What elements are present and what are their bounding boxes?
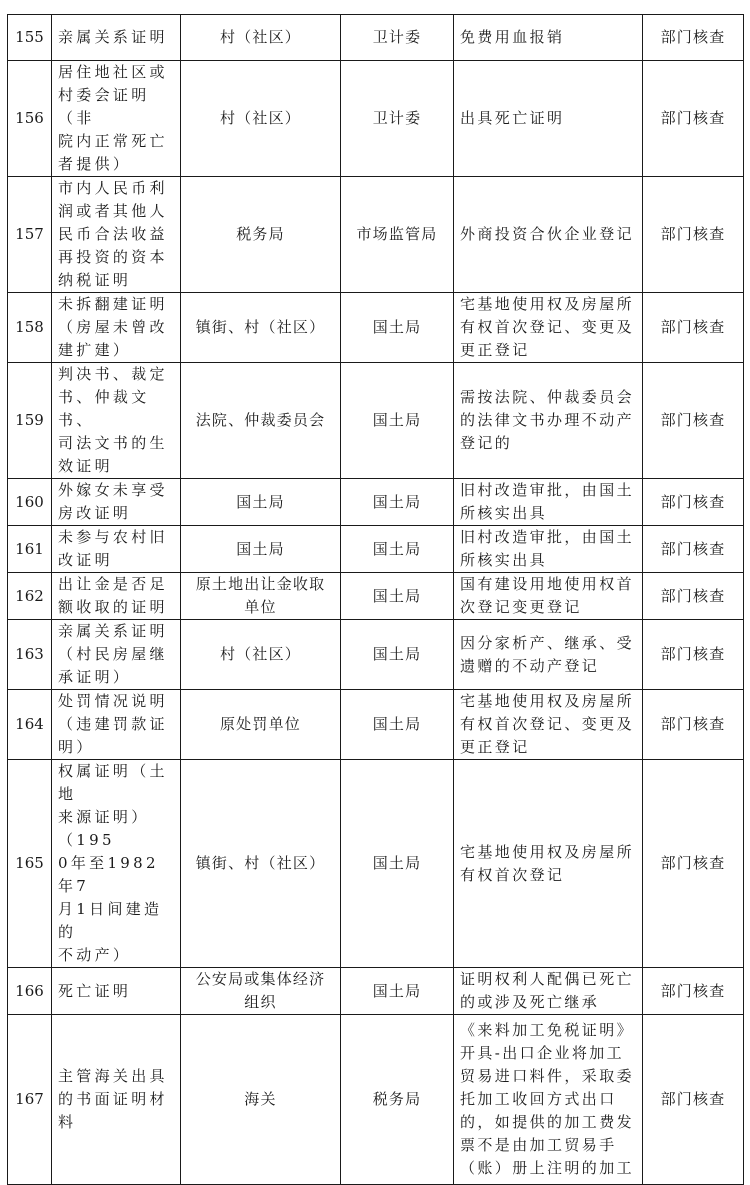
related-matter: 宅基地使用权及房屋所 有权首次登记、变更及 更正登记 xyxy=(454,690,643,760)
verification-mode: 部门核查 xyxy=(643,526,744,573)
certificate-name: 死亡证明 xyxy=(52,968,181,1015)
issuing-body: 村（社区） xyxy=(181,620,341,690)
related-matter: 旧村改造审批，由国土 所核实出具 xyxy=(454,479,643,526)
verification-mode: 部门核查 xyxy=(643,760,744,968)
issuing-body: 法院、仲裁委员会 xyxy=(181,363,341,479)
certificate-name: 亲属关系证明 xyxy=(52,15,181,61)
verification-mode: 部门核查 xyxy=(643,1015,744,1185)
row-number: 162 xyxy=(8,573,52,620)
certificate-name: 权属证明（土地 来源证明）（195 0年至1982年7 月1日间建造的 不动产） xyxy=(52,760,181,968)
related-matter: 国有建设用地使用权首 次登记变更登记 xyxy=(454,573,643,620)
row-number: 156 xyxy=(8,61,52,177)
certificate-name: 市内人民币利 润或者其他人 民币合法收益 再投资的资本 纳税证明 xyxy=(52,177,181,293)
certificate-table xyxy=(7,14,744,1185)
issuing-body: 原处罚单位 xyxy=(181,690,341,760)
table-row xyxy=(8,968,744,1015)
related-matter: 外商投资合伙企业登记 xyxy=(454,177,643,293)
row-number: 164 xyxy=(8,690,52,760)
certificate-name: 主管海关出具 的书面证明材 料 xyxy=(52,1015,181,1185)
issuing-body: 税务局 xyxy=(181,177,341,293)
handling-department: 卫计委 xyxy=(341,15,454,61)
verification-mode: 部门核查 xyxy=(643,968,744,1015)
issuing-body: 村（社区） xyxy=(181,15,341,61)
handling-department: 国土局 xyxy=(341,690,454,760)
row-number: 159 xyxy=(8,363,52,479)
verification-mode: 部门核查 xyxy=(643,15,744,61)
table-row xyxy=(8,760,744,968)
related-matter: 需按法院、仲裁委员会 的法律文书办理不动产 登记的 xyxy=(454,363,643,479)
row-number: 163 xyxy=(8,620,52,690)
verification-mode: 部门核查 xyxy=(643,177,744,293)
certificate-name: 出让金是否足 额收取的证明 xyxy=(52,573,181,620)
related-matter: 因分家析产、继承、受 遗赠的不动产登记 xyxy=(454,620,643,690)
table-row xyxy=(8,177,744,293)
table-row xyxy=(8,363,744,479)
row-number: 158 xyxy=(8,293,52,363)
table-row xyxy=(8,526,744,573)
handling-department: 国土局 xyxy=(341,968,454,1015)
certificate-name: 居住地社区或 村委会证明（非 院内正常死亡 者提供） xyxy=(52,61,181,177)
related-matter: 宅基地使用权及房屋所 有权首次登记、变更及 更正登记 xyxy=(454,293,643,363)
verification-mode: 部门核查 xyxy=(643,61,744,177)
issuing-body: 村（社区） xyxy=(181,61,341,177)
certificate-name: 外嫁女未享受 房改证明 xyxy=(52,479,181,526)
table-row xyxy=(8,479,744,526)
table-row xyxy=(8,1015,744,1185)
issuing-body: 国土局 xyxy=(181,479,341,526)
certificate-name: 亲属关系证明 （村民房屋继 承证明） xyxy=(52,620,181,690)
related-matter: 证明权利人配偶已死亡 的或涉及死亡继承 xyxy=(454,968,643,1015)
handling-department: 国土局 xyxy=(341,573,454,620)
handling-department: 国土局 xyxy=(341,620,454,690)
issuing-body: 镇街、村（社区） xyxy=(181,760,341,968)
table-row xyxy=(8,573,744,620)
certificate-name: 未参与农村旧 改证明 xyxy=(52,526,181,573)
row-number: 166 xyxy=(8,968,52,1015)
row-number: 155 xyxy=(8,15,52,61)
certificate-name: 未拆翻建证明 （房屋未曾改 建扩建） xyxy=(52,293,181,363)
verification-mode: 部门核查 xyxy=(643,620,744,690)
certificate-name: 判决书、裁定 书、仲裁文书、 司法文书的生 效证明 xyxy=(52,363,181,479)
row-number: 167 xyxy=(8,1015,52,1185)
handling-department: 国土局 xyxy=(341,760,454,968)
handling-department: 国土局 xyxy=(341,526,454,573)
verification-mode: 部门核查 xyxy=(643,479,744,526)
related-matter: 旧村改造审批，由国土 所核实出具 xyxy=(454,526,643,573)
row-number: 165 xyxy=(8,760,52,968)
row-number: 157 xyxy=(8,177,52,293)
handling-department: 税务局 xyxy=(341,1015,454,1185)
handling-department: 卫计委 xyxy=(341,61,454,177)
table-row xyxy=(8,293,744,363)
table-body xyxy=(8,15,744,1185)
issuing-body: 国土局 xyxy=(181,526,341,573)
issuing-body: 公安局或集体经济 组织 xyxy=(181,968,341,1015)
related-matter: 出具死亡证明 xyxy=(454,61,643,177)
issuing-body: 原土地出让金收取 单位 xyxy=(181,573,341,620)
related-matter: 免费用血报销 xyxy=(454,15,643,61)
certificate-name: 处罚情况说明 （违建罚款证 明） xyxy=(52,690,181,760)
verification-mode: 部门核查 xyxy=(643,690,744,760)
table-row xyxy=(8,61,744,177)
verification-mode: 部门核查 xyxy=(643,293,744,363)
row-number: 161 xyxy=(8,526,52,573)
handling-department: 市场监管局 xyxy=(341,177,454,293)
issuing-body: 镇街、村（社区） xyxy=(181,293,341,363)
table-row xyxy=(8,690,744,760)
table-row xyxy=(8,15,744,61)
related-matter: 《来料加工免税证明》 开具-出口企业将加工 贸易进口料件，采取委 托加工收回方式出口 的，如提供的加工费发 票不是由加工贸易手 （账）册上注明的加工 xyxy=(454,1015,643,1185)
issuing-body: 海关 xyxy=(181,1015,341,1185)
verification-mode: 部门核查 xyxy=(643,573,744,620)
verification-mode: 部门核查 xyxy=(643,363,744,479)
row-number: 160 xyxy=(8,479,52,526)
table-row xyxy=(8,620,744,690)
handling-department: 国土局 xyxy=(341,479,454,526)
related-matter: 宅基地使用权及房屋所 有权首次登记 xyxy=(454,760,643,968)
handling-department: 国土局 xyxy=(341,363,454,479)
handling-department: 国土局 xyxy=(341,293,454,363)
